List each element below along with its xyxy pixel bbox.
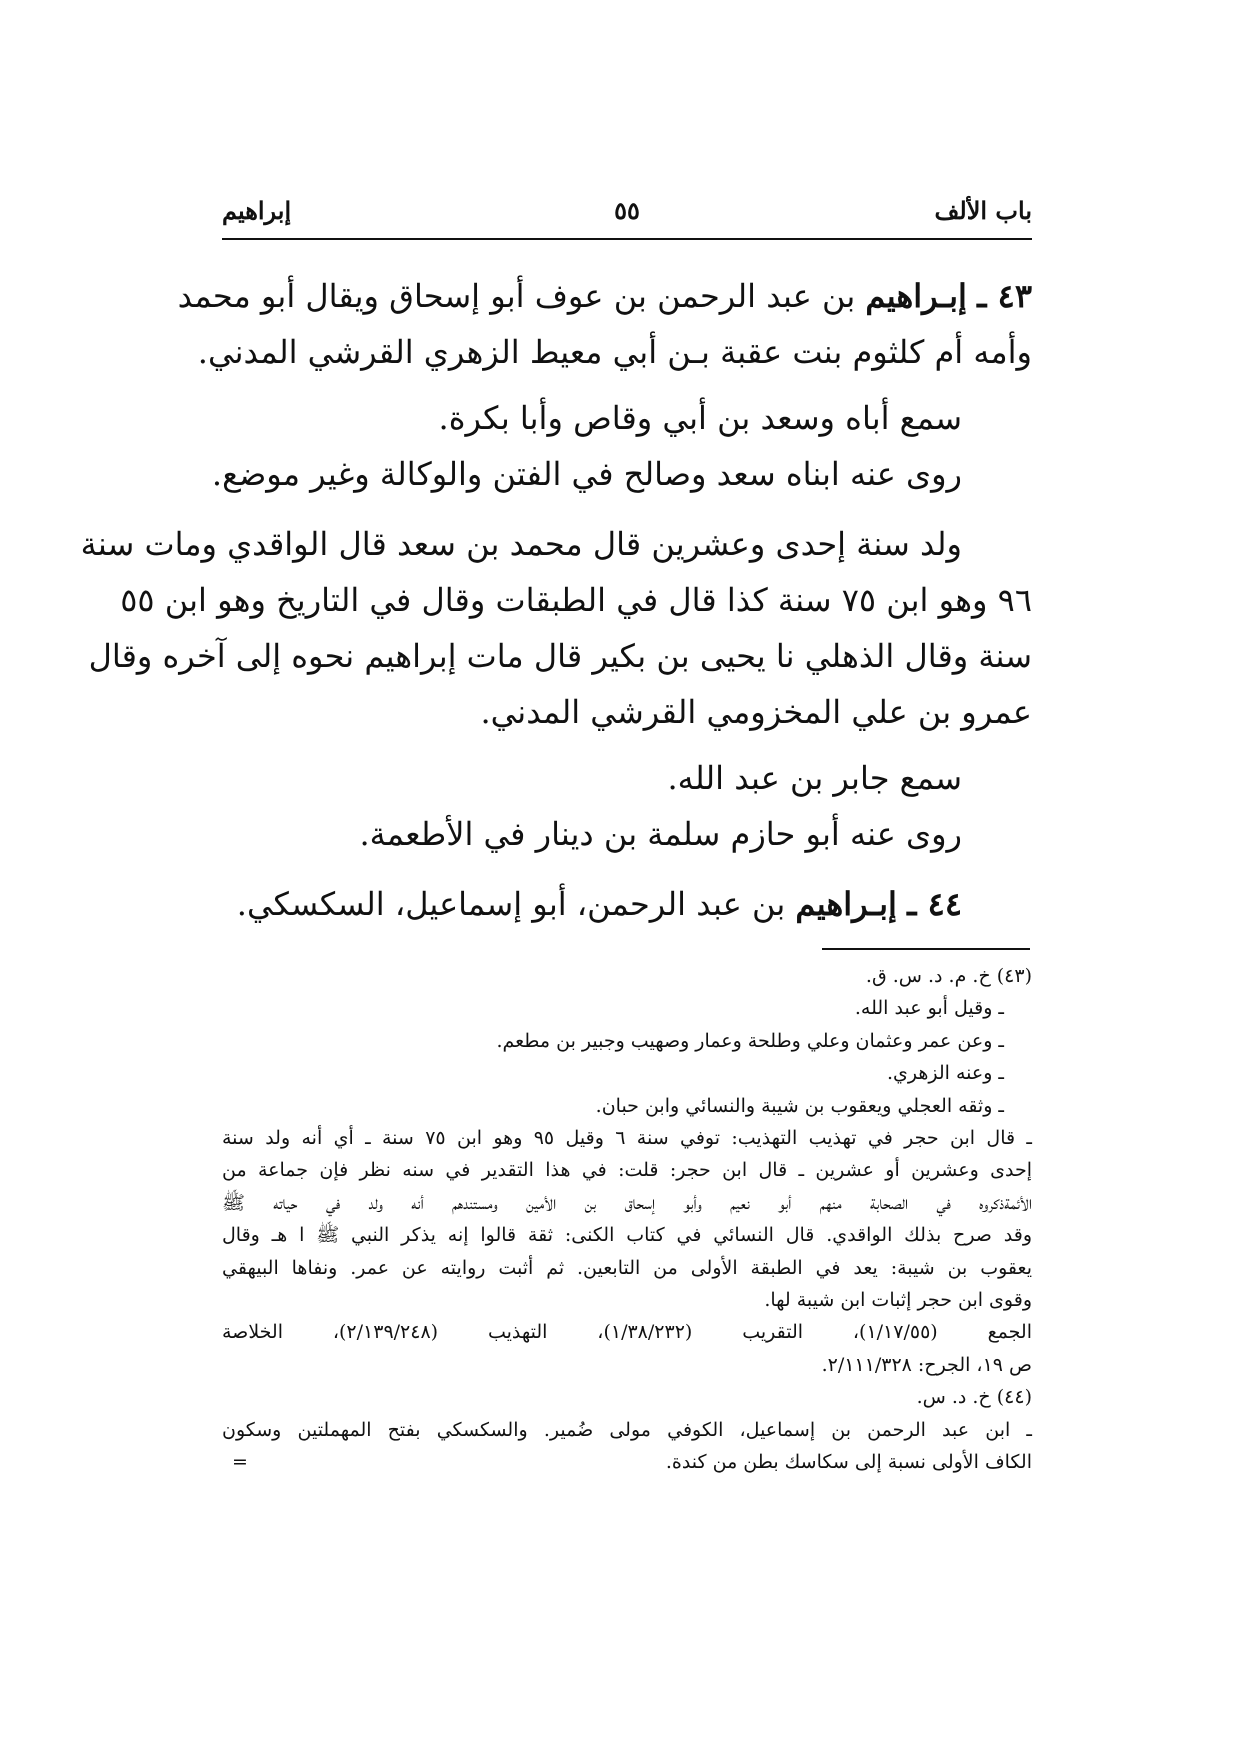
text-line: روى عنه أبو حازم سلمة بن دينار في الأطعمة. bbox=[359, 815, 962, 853]
footnote-line: ـ وعنه الزهري. bbox=[886, 1062, 1004, 1085]
footnote-line: ص ١٩، الجرح: ٢/١١١/٣٢٨. bbox=[821, 1353, 1032, 1376]
footnote-line: ـ قال ابن حجر في تهذيب التهذيب: توفي سنة ٦ وقيل ٩٥ وهو ابن ٧٥ سنة ـ أي أنه ولد سنة bbox=[222, 1127, 1032, 1150]
main-text bbox=[80, 268, 1032, 932]
entry-name: إبراهيم bbox=[222, 196, 292, 225]
footnote-line: وقد صرح بذلك الواقدي. قال النسائي في كتاب الكنى: ثقة قالوا إنه يذكر النبي ﷺ ا هـ وقال bbox=[222, 1224, 1032, 1247]
entry-name-bold: إبـراهيم bbox=[795, 885, 897, 923]
text-line: سنة وقال الذهلي نا يحيى بن بكير قال مات إبراهيم نحوه إلى آخره وقال bbox=[88, 637, 1032, 675]
entry-name-bold: إبـراهيم bbox=[865, 277, 967, 315]
text-line: سمع جابر بن عبد الله. bbox=[667, 759, 962, 797]
text-line: روى عنه ابناه سعد وصالح في الفتن والوكالة وغير موضع. bbox=[211, 455, 962, 493]
entry-text: بن عبد الرحمن بن عوف أبو إسحاق ويقال أبو محمد bbox=[177, 277, 856, 315]
header-rule bbox=[222, 238, 1032, 240]
text-line: سمع أباه وسعد بن أبي وقاص وأبا بكرة. bbox=[438, 399, 962, 437]
footnote-line: ـ وثقه العجلي ويعقوب بن شيبة والنسائي وابن حبان. bbox=[595, 1094, 1004, 1117]
chapter-title: باب الألف bbox=[934, 196, 1032, 225]
text-line: ولد سنة إحدى وعشرين قال محمد بن سعد قال الواقدي ومات سنة bbox=[80, 525, 962, 563]
footnote-text: الكاف الأولى نسبة إلى سكاسك بطن من كندة. bbox=[665, 1451, 1032, 1474]
footnote-rule bbox=[822, 948, 1030, 950]
footnote-line: ـ ابن عبد الرحمن بن إسماعيل، الكوفي مولى ضُمير. والسكسكي بفتح المهملتين وسكون bbox=[222, 1418, 1032, 1441]
footnote-line bbox=[222, 1446, 1032, 1478]
footnote-line: الجمع (١/١٧/٥٥)، التقريب (١/٣٨/٢٣٢)، التهذيب (٢/١٣٩/٢٤٨)، الخلاصة bbox=[222, 1321, 1032, 1344]
footnote-line: (٤٣) خ. م. د. س. ق. bbox=[865, 965, 1032, 987]
footnote-line: ـ وقيل أبو عبد الله. bbox=[854, 997, 1004, 1020]
footnote-line: يعقوب بن شيبة: يعد في الطبقة الأولى من التابعين. ثم أثبت روايته عن عمر. ونفاها البيهقي bbox=[222, 1256, 1032, 1279]
footnote-line: إحدى وعشرين أو عشرين ـ قال ابن حجر: قلت: في هذا التقدير في سنه نظر فإن جماعة من bbox=[222, 1159, 1032, 1182]
entry-number: ٤٣ ـ bbox=[977, 277, 1032, 315]
footnotes bbox=[222, 960, 1032, 1479]
entry-number: ٤٤ ـ bbox=[907, 885, 962, 923]
text-line: عمرو بن علي المخزومي القرشي المدني. bbox=[480, 693, 1032, 731]
footnote-line: ـ وعن عمر وعثمان وعلي وطلحة وعمار وصهيب وجبير بن مطعم. bbox=[496, 1029, 1004, 1052]
page-number: ٥٥ bbox=[614, 196, 640, 225]
entry-text: بن عبد الرحمن، أبو إسماعيل، السكسكي. bbox=[236, 885, 786, 923]
footnote-line: الأئمةذكروه في الصحابة منهم أبو نعيم وأبو إسحاق بن الأمين ومستندهم أنه ولد في حياته ﷺ bbox=[222, 1191, 1032, 1214]
running-header bbox=[222, 196, 1032, 236]
text-line: ٩٦ وهو ابن ٧٥ سنة كذا قال في الطبقات وقال في التاريخ وهو ابن ٥٥ bbox=[120, 581, 1032, 619]
entry-44-heading bbox=[222, 876, 1032, 932]
footnote-line: (٤٤) خ. د. س. bbox=[916, 1386, 1032, 1409]
footnote-line: وقوى ابن حجر إثبات ابن شيبة لها. bbox=[764, 1289, 1032, 1312]
text-line: وأمه أم كلثوم بنت عقبة بـن أبي معيط الزهري القرشي المدني. bbox=[197, 333, 1032, 371]
continuation-mark: = bbox=[232, 1451, 248, 1474]
entry-43-heading bbox=[177, 268, 1032, 324]
